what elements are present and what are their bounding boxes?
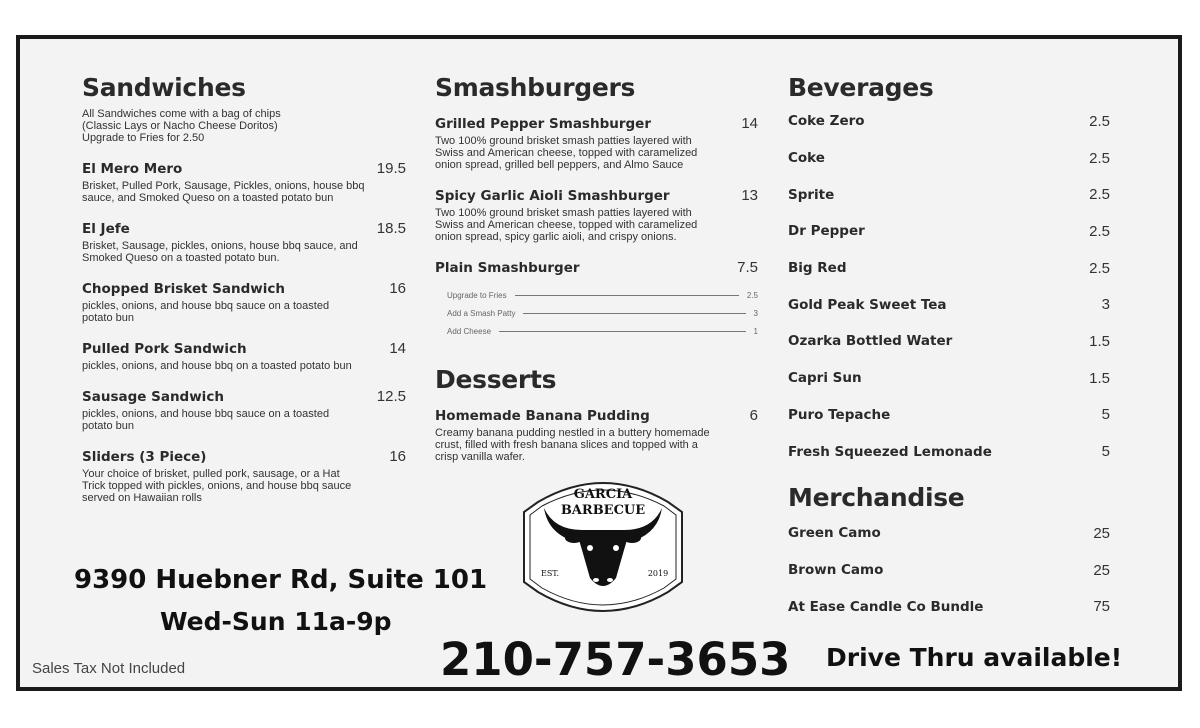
menu-item-name: Grilled Pepper Smashburger	[435, 116, 651, 132]
note-line: Upgrade to Fries for 2.50	[82, 132, 205, 144]
description-line: potato bun	[82, 312, 134, 324]
note-line: (Classic Lays or Nacho Cheese Doritos)	[82, 120, 278, 132]
menu-row	[788, 397, 1124, 434]
menu-item-description	[82, 300, 406, 324]
note-line: All Sandwiches come with a bag of chips	[82, 108, 281, 120]
merchandise-list	[788, 515, 1124, 625]
menu-row-price: 2.5	[1089, 259, 1110, 277]
description-line: Smoked Queso on a toasted potato bun.	[82, 252, 280, 264]
desserts-list	[435, 407, 758, 463]
menu-item-name: El Jefe	[82, 221, 130, 237]
logo-line2: BARBECUE	[560, 503, 646, 518]
menu-row	[788, 103, 1124, 140]
phone-number: 210-757-3653	[440, 633, 791, 686]
menu-row-price: 25	[1093, 524, 1110, 542]
menu-item	[82, 448, 406, 504]
menu-item-header	[82, 280, 406, 297]
logo-badge-icon	[520, 472, 686, 620]
menu-row-price: 5	[1101, 406, 1110, 424]
description-line: Brisket, Pulled Pork, Sausage, Pickles, onions, house bbq	[82, 180, 365, 192]
sandwiches-section	[82, 73, 406, 504]
sandwiches-list	[82, 160, 406, 504]
menu-row-name: Coke	[788, 150, 825, 167]
description-line: Brisket, Sausage, pickles, onions, house bbq sauce, and	[82, 240, 358, 252]
menu-row	[788, 140, 1124, 177]
menu-row	[788, 250, 1124, 287]
menu-row	[788, 286, 1124, 323]
description-line: crisp vanilla wafer.	[435, 451, 525, 463]
menu-item-name: Pulled Pork Sandwich	[82, 341, 247, 357]
menu-row	[788, 552, 1124, 589]
menu-item-description	[82, 180, 406, 204]
menu-item-description	[82, 468, 406, 504]
menu-item-name: Sausage Sandwich	[82, 389, 224, 405]
menu-item-description	[82, 360, 406, 372]
menu-row-price: 3	[1101, 296, 1110, 314]
section-title: Desserts	[435, 365, 557, 394]
menu-item	[435, 407, 758, 463]
menu-row-price: 2.5	[1089, 186, 1110, 204]
menu-row-name: Coke Zero	[788, 113, 865, 130]
menu-item-price: 6	[749, 407, 758, 424]
menu-item-price: 12.5	[376, 388, 406, 405]
menu-row-name: Capri Sun	[788, 370, 862, 387]
addon-label: Add Cheese	[447, 326, 492, 336]
section-title: Merchandise	[788, 483, 965, 512]
smashburgers-section	[435, 73, 758, 340]
menu-item-price: 14	[389, 340, 406, 357]
drive-thru-text: Drive Thru available!	[826, 643, 1123, 672]
menu-row-name: Fresh Squeezed Lemonade	[788, 443, 992, 460]
menu-row-price: 1.5	[1089, 369, 1110, 387]
description-line: Trick topped with pickles, onions, and house bbq sauce	[82, 480, 352, 492]
menu-item-name: Plain Smashburger	[435, 260, 580, 276]
menu-row	[788, 323, 1124, 360]
leader-line	[523, 313, 745, 314]
menu-row-name: Ozarka Bottled Water	[788, 333, 953, 350]
section-title: Beverages	[788, 73, 934, 102]
menu-item-description	[435, 427, 758, 463]
addon-price: 1	[753, 326, 758, 336]
tax-note: Sales Tax Not Included	[32, 660, 186, 677]
menu-row	[788, 176, 1124, 213]
menu-item-description	[82, 408, 406, 432]
menu-row-name: Puro Tepache	[788, 406, 891, 423]
menu-row-price: 5	[1101, 443, 1110, 461]
menu-item-header	[82, 448, 406, 465]
menu-row	[788, 588, 1124, 625]
description-line: pickles, onions, and house bbq sauce on a toasted	[82, 300, 330, 312]
menu-row-price: 25	[1093, 561, 1110, 579]
description-line: pickles, onions, and house bbq sauce on a toasted	[82, 408, 330, 420]
menu-item	[435, 259, 758, 276]
logo-line1: GARCIA	[573, 487, 633, 502]
menu-item-price: 18.5	[376, 220, 406, 237]
leader-line	[499, 331, 746, 332]
menu-item-header	[82, 220, 406, 237]
menu-item-header	[82, 340, 406, 357]
section-title: Sandwiches	[82, 73, 246, 102]
menu-row-price: 1.5	[1089, 332, 1110, 350]
menu-row-name: Dr Pepper	[788, 223, 865, 240]
menu-item-price: 19.5	[376, 160, 406, 177]
addon-row	[447, 322, 758, 340]
description-line: pickles, onions, and house bbq on a toasted potato bun	[82, 360, 352, 372]
section-title: Smashburgers	[435, 73, 636, 102]
menu-item-header	[82, 388, 406, 405]
description-line: crust, filled with fresh banana slices and topped with a	[435, 439, 698, 451]
menu-item	[435, 115, 758, 171]
addon-label: Add a Smash Patty	[447, 308, 516, 318]
logo-year: 2019	[647, 569, 669, 578]
addon-row	[447, 286, 758, 304]
menu-item-name: Spicy Garlic Aioli Smashburger	[435, 188, 670, 204]
sandwiches-note	[82, 108, 406, 144]
menu-item-price: 13	[741, 187, 758, 204]
menu-item-description	[435, 207, 758, 243]
menu-row-name: Big Red	[788, 260, 847, 277]
description-line: Swiss and American cheese, topped with caramelized	[435, 147, 698, 159]
menu-item	[82, 388, 406, 432]
menu-item-name: Chopped Brisket Sandwich	[82, 281, 285, 297]
addon-price: 2.5	[746, 290, 758, 300]
menu-row-price: 75	[1093, 598, 1110, 616]
description-line: Swiss and American cheese, topped with caramelized	[435, 219, 698, 231]
menu-item-description	[435, 135, 758, 171]
menu-item-price: 16	[389, 280, 406, 297]
description-line: onion spread, spicy garlic aioli, and crispy onions.	[435, 231, 677, 243]
description-line: Two 100% ground brisket smash patties layered with	[435, 135, 692, 147]
menu-item-price: 7.5	[737, 259, 758, 276]
menu-item-price: 14	[741, 115, 758, 132]
menu-item-header	[435, 187, 758, 204]
menu-row-name: Brown Camo	[788, 562, 884, 579]
menu-item-name: Homemade Banana Pudding	[435, 408, 650, 424]
menu-row	[788, 213, 1124, 250]
menu-item-description	[82, 240, 406, 264]
menu-row-name: Green Camo	[788, 525, 881, 542]
desserts-section	[435, 365, 758, 463]
menu-row-price: 2.5	[1089, 222, 1110, 240]
menu-item	[82, 340, 406, 372]
hours-text: Wed-Sun 11a-9p	[160, 607, 392, 636]
menu-item-header	[435, 115, 758, 132]
menu-item-name: El Mero Mero	[82, 161, 183, 177]
menu-item	[82, 160, 406, 204]
description-line: Two 100% ground brisket smash patties layered with	[435, 207, 692, 219]
leader-line	[515, 295, 739, 296]
menu-row-name: Gold Peak Sweet Tea	[788, 296, 947, 313]
menu-item-name: Sliders (3 Piece)	[82, 449, 207, 465]
beverages-list	[788, 103, 1124, 470]
address-text: 9390 Huebner Rd, Suite 101	[74, 565, 488, 595]
menu-item-header	[435, 259, 758, 276]
menu-row	[788, 360, 1124, 397]
smashburgers-list	[435, 115, 758, 276]
menu-item-header	[435, 407, 758, 424]
menu-row-price: 2.5	[1089, 112, 1110, 130]
logo-est: EST.	[540, 569, 560, 578]
menu-item	[82, 280, 406, 324]
menu-row-price: 2.5	[1089, 149, 1110, 167]
menu-item	[82, 220, 406, 264]
garcia-barbecue-logo	[520, 472, 686, 620]
merchandise-section	[788, 483, 1124, 625]
description-line: sauce, and Smoked Queso on a toasted potato bun	[82, 192, 334, 204]
addon-price: 3	[753, 308, 758, 318]
menu-item-header	[82, 160, 406, 177]
addon-row	[447, 304, 758, 322]
menu-item-price: 16	[389, 448, 406, 465]
menu-row-name: Sprite	[788, 186, 835, 203]
addon-label: Upgrade to Fries	[447, 290, 507, 300]
addons-list	[447, 286, 758, 340]
description-line: Your choice of brisket, pulled pork, sausage, or a Hat	[82, 468, 340, 480]
description-line: onion spread, grilled bell peppers, and Almo Sauce	[435, 159, 684, 171]
menu-item	[435, 187, 758, 243]
menu-row	[788, 515, 1124, 552]
menu-row	[788, 433, 1124, 470]
menu-board	[16, 35, 1182, 691]
description-line: potato bun	[82, 420, 134, 432]
menu-row-name: At Ease Candle Co Bundle	[788, 598, 984, 615]
description-line: Creamy banana pudding nestled in a buttery homemade	[435, 427, 710, 439]
description-line: served on Hawaiian rolls	[82, 492, 202, 504]
beverages-section	[788, 73, 1124, 470]
